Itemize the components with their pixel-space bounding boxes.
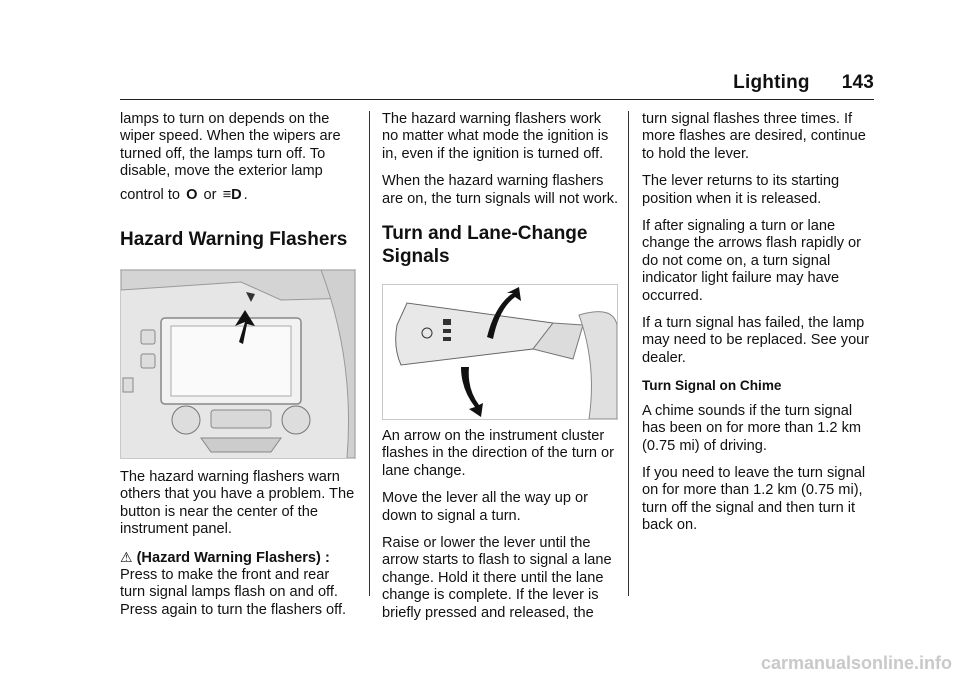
paragraph: If you need to leave the turn signal on for more than 1.2 km (0.75 mi), turn off the signal and then turn it back on. xyxy=(642,464,866,534)
headlamp-icon: ≡D xyxy=(222,186,242,203)
paragraph: lamps to turn on depends on the wiper speed. When the wipers are turned off, the lamps turn off. To disable, move the exterior lamp xyxy=(120,111,341,180)
paragraph: ⚠ (Hazard Warning Flashers) : Press to make the front and rear turn signal lamps flash on and off. Press again to turn the flashers off. xyxy=(120,548,347,618)
page-number: 143 xyxy=(841,72,874,93)
running-header xyxy=(733,72,874,94)
dashboard-hazard-button-illustration xyxy=(120,269,356,459)
watermark: carmanualsonline.info xyxy=(760,653,952,673)
paragraph: The hazard warning flashers warn others that you have a problem. The button is near the center of the instrument panel. xyxy=(120,469,355,538)
section-heading: Turn and Lane-Change Signals xyxy=(382,223,588,268)
column-3 xyxy=(642,111,878,545)
paragraph: If after signaling a turn or lane change the arrows flash rapidly or do not come on, a turn signal indicator light failure may have occurred. xyxy=(642,218,862,304)
paragraph: The lever returns to its starting position when it is released. xyxy=(642,173,840,207)
paragraph: Move the lever all the way up or down to signal a turn. xyxy=(382,490,589,524)
sub-heading: Turn Signal on Chime xyxy=(642,378,782,394)
paragraph: A chime sounds if the turn signal has been on for more than 1.2 km (0.75 mi) of driving. xyxy=(642,402,862,454)
paragraph: turn signal flashes three times. If more flashes are desired, continue to hold the lever. xyxy=(642,111,866,162)
header-rule xyxy=(120,99,874,100)
column-2 xyxy=(382,111,620,632)
paragraph: Raise or lower the lever until the arrow starts to flash to signal a lane change. Hold it there until the lane change is complete. If the lever is briefly pressed and released, the xyxy=(382,535,612,621)
paragraph: control to O or ≡D . xyxy=(120,186,248,203)
section-heading: Hazard Warning Flashers xyxy=(120,229,348,251)
paragraph: An arrow on the instrument cluster flashes in the direction of the turn or lane change. xyxy=(382,428,615,479)
turn-signal-lever-illustration xyxy=(382,284,618,420)
column-divider xyxy=(369,111,370,596)
column-1 xyxy=(120,111,356,629)
paragraph: When the hazard warning flashers are on, the turn signals will not work. xyxy=(382,173,619,207)
section-title: Lighting xyxy=(733,72,810,93)
power-off-icon: O xyxy=(186,186,198,203)
hazard-warning-icon: ⚠ xyxy=(120,548,133,565)
column-divider xyxy=(628,111,629,596)
paragraph: The hazard warning flashers work no matter what mode the ignition is in, even if the ignition is turned off. xyxy=(382,111,609,162)
paragraph: If a turn signal has failed, the lamp may need to be replaced. See your dealer. xyxy=(642,315,870,366)
